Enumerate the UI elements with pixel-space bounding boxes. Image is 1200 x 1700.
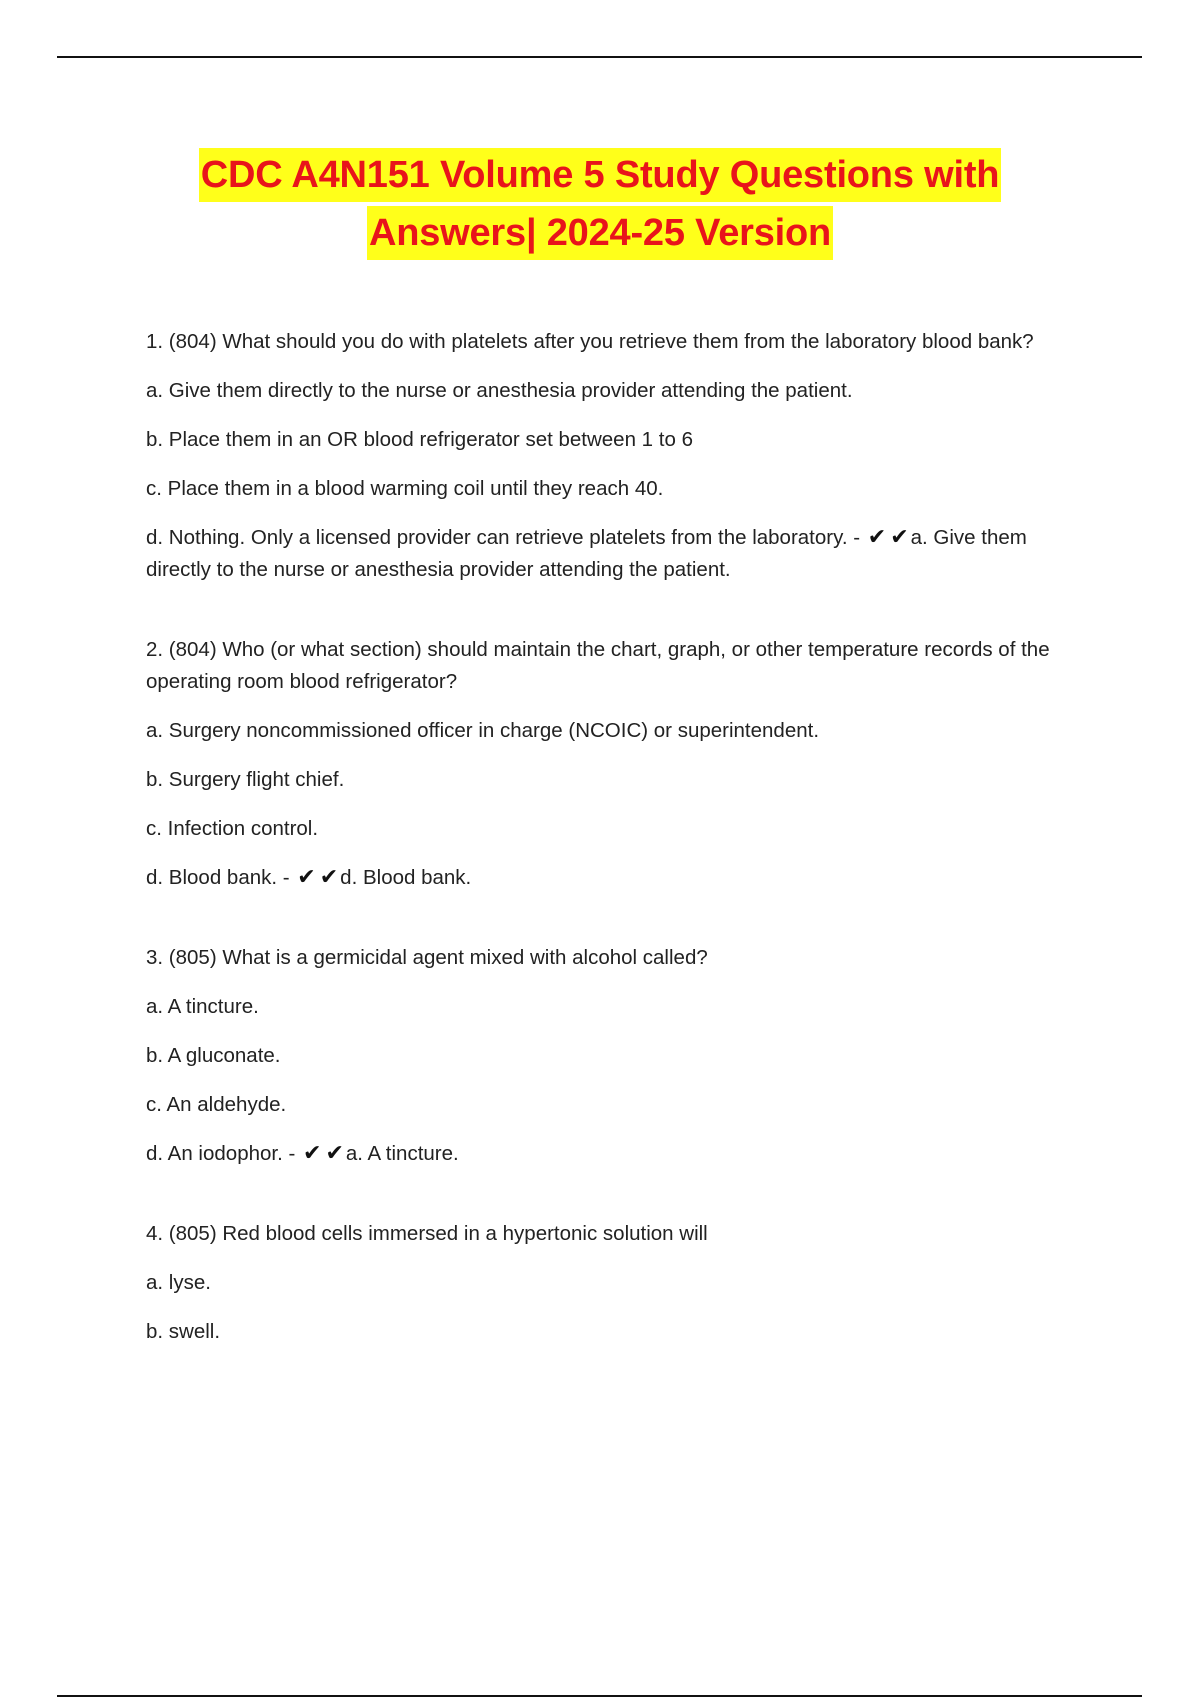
document-title <box>0 148 1200 260</box>
option-c: c. Place them in a blood warming coil until they reach 40. <box>146 477 664 500</box>
check-icon: ✔ <box>297 865 316 890</box>
option-d-with-answer <box>146 522 1086 586</box>
question-list <box>146 326 1086 1365</box>
question-stem: 4. (805) Red blood cells immersed in a hypertonic solution will <box>146 1222 708 1245</box>
question-4 <box>146 1218 1086 1348</box>
check-icon: ✔ <box>890 525 909 550</box>
answer-text: a. Give them directly to the nurse or anesthesia provider attending the patient. <box>146 526 1027 581</box>
option-a: a. lyse. <box>146 1271 211 1294</box>
check-icon: ✔ <box>319 865 339 890</box>
option-c: c. An aldehyde. <box>146 1093 287 1116</box>
option-b: b. A gluconate. <box>146 1044 281 1067</box>
question-stem: 3. (805) What is a germicidal agent mixed with alcohol called? <box>146 946 708 969</box>
question-1 <box>146 326 1086 586</box>
check-icon: ✔ <box>867 525 887 550</box>
option-d-with-answer <box>146 1138 1086 1170</box>
bottom-rule <box>57 1695 1142 1697</box>
check-icon: ✔ <box>303 1141 322 1166</box>
question-3 <box>146 942 1086 1170</box>
option-a: a. A tincture. <box>146 995 259 1018</box>
answer-text: a. A tincture. <box>345 1142 459 1165</box>
question-stem: 1. (804) What should you do with platelets after you retrieve them from the laboratory blood bank? <box>146 330 1034 353</box>
question-stem: 2. (804) Who (or what section) should maintain the chart, graph, or other temperature records of the operating room blood refrigerator? <box>146 638 1050 693</box>
check-icon: ✔ <box>325 1141 344 1166</box>
option-d: d. An iodophor. - <box>146 1142 296 1165</box>
title-line-2: Answers| 2024-25 Version <box>367 206 833 260</box>
option-d: d. Nothing. Only a licensed provider can retrieve platelets from the laboratory. - <box>146 526 861 549</box>
top-rule <box>57 56 1142 58</box>
question-2 <box>146 634 1086 894</box>
option-c: c. Infection control. <box>146 817 319 840</box>
answer-text: d. Blood bank. <box>340 866 472 889</box>
title-line-1: CDC A4N151 Volume 5 Study Questions with <box>199 148 1002 202</box>
option-d: d. Blood bank. - <box>146 866 290 889</box>
option-b: b. Surgery flight chief. <box>146 768 345 791</box>
option-b: b. Place them in an OR blood refrigerator set between 1 to 6 <box>146 428 693 451</box>
option-d-with-answer <box>146 862 1086 894</box>
option-b: b. swell. <box>146 1320 221 1343</box>
option-a: a. Give them directly to the nurse or anesthesia provider attending the patient. <box>146 379 853 402</box>
option-a: a. Surgery noncommissioned officer in charge (NCOIC) or superintendent. <box>146 719 820 742</box>
